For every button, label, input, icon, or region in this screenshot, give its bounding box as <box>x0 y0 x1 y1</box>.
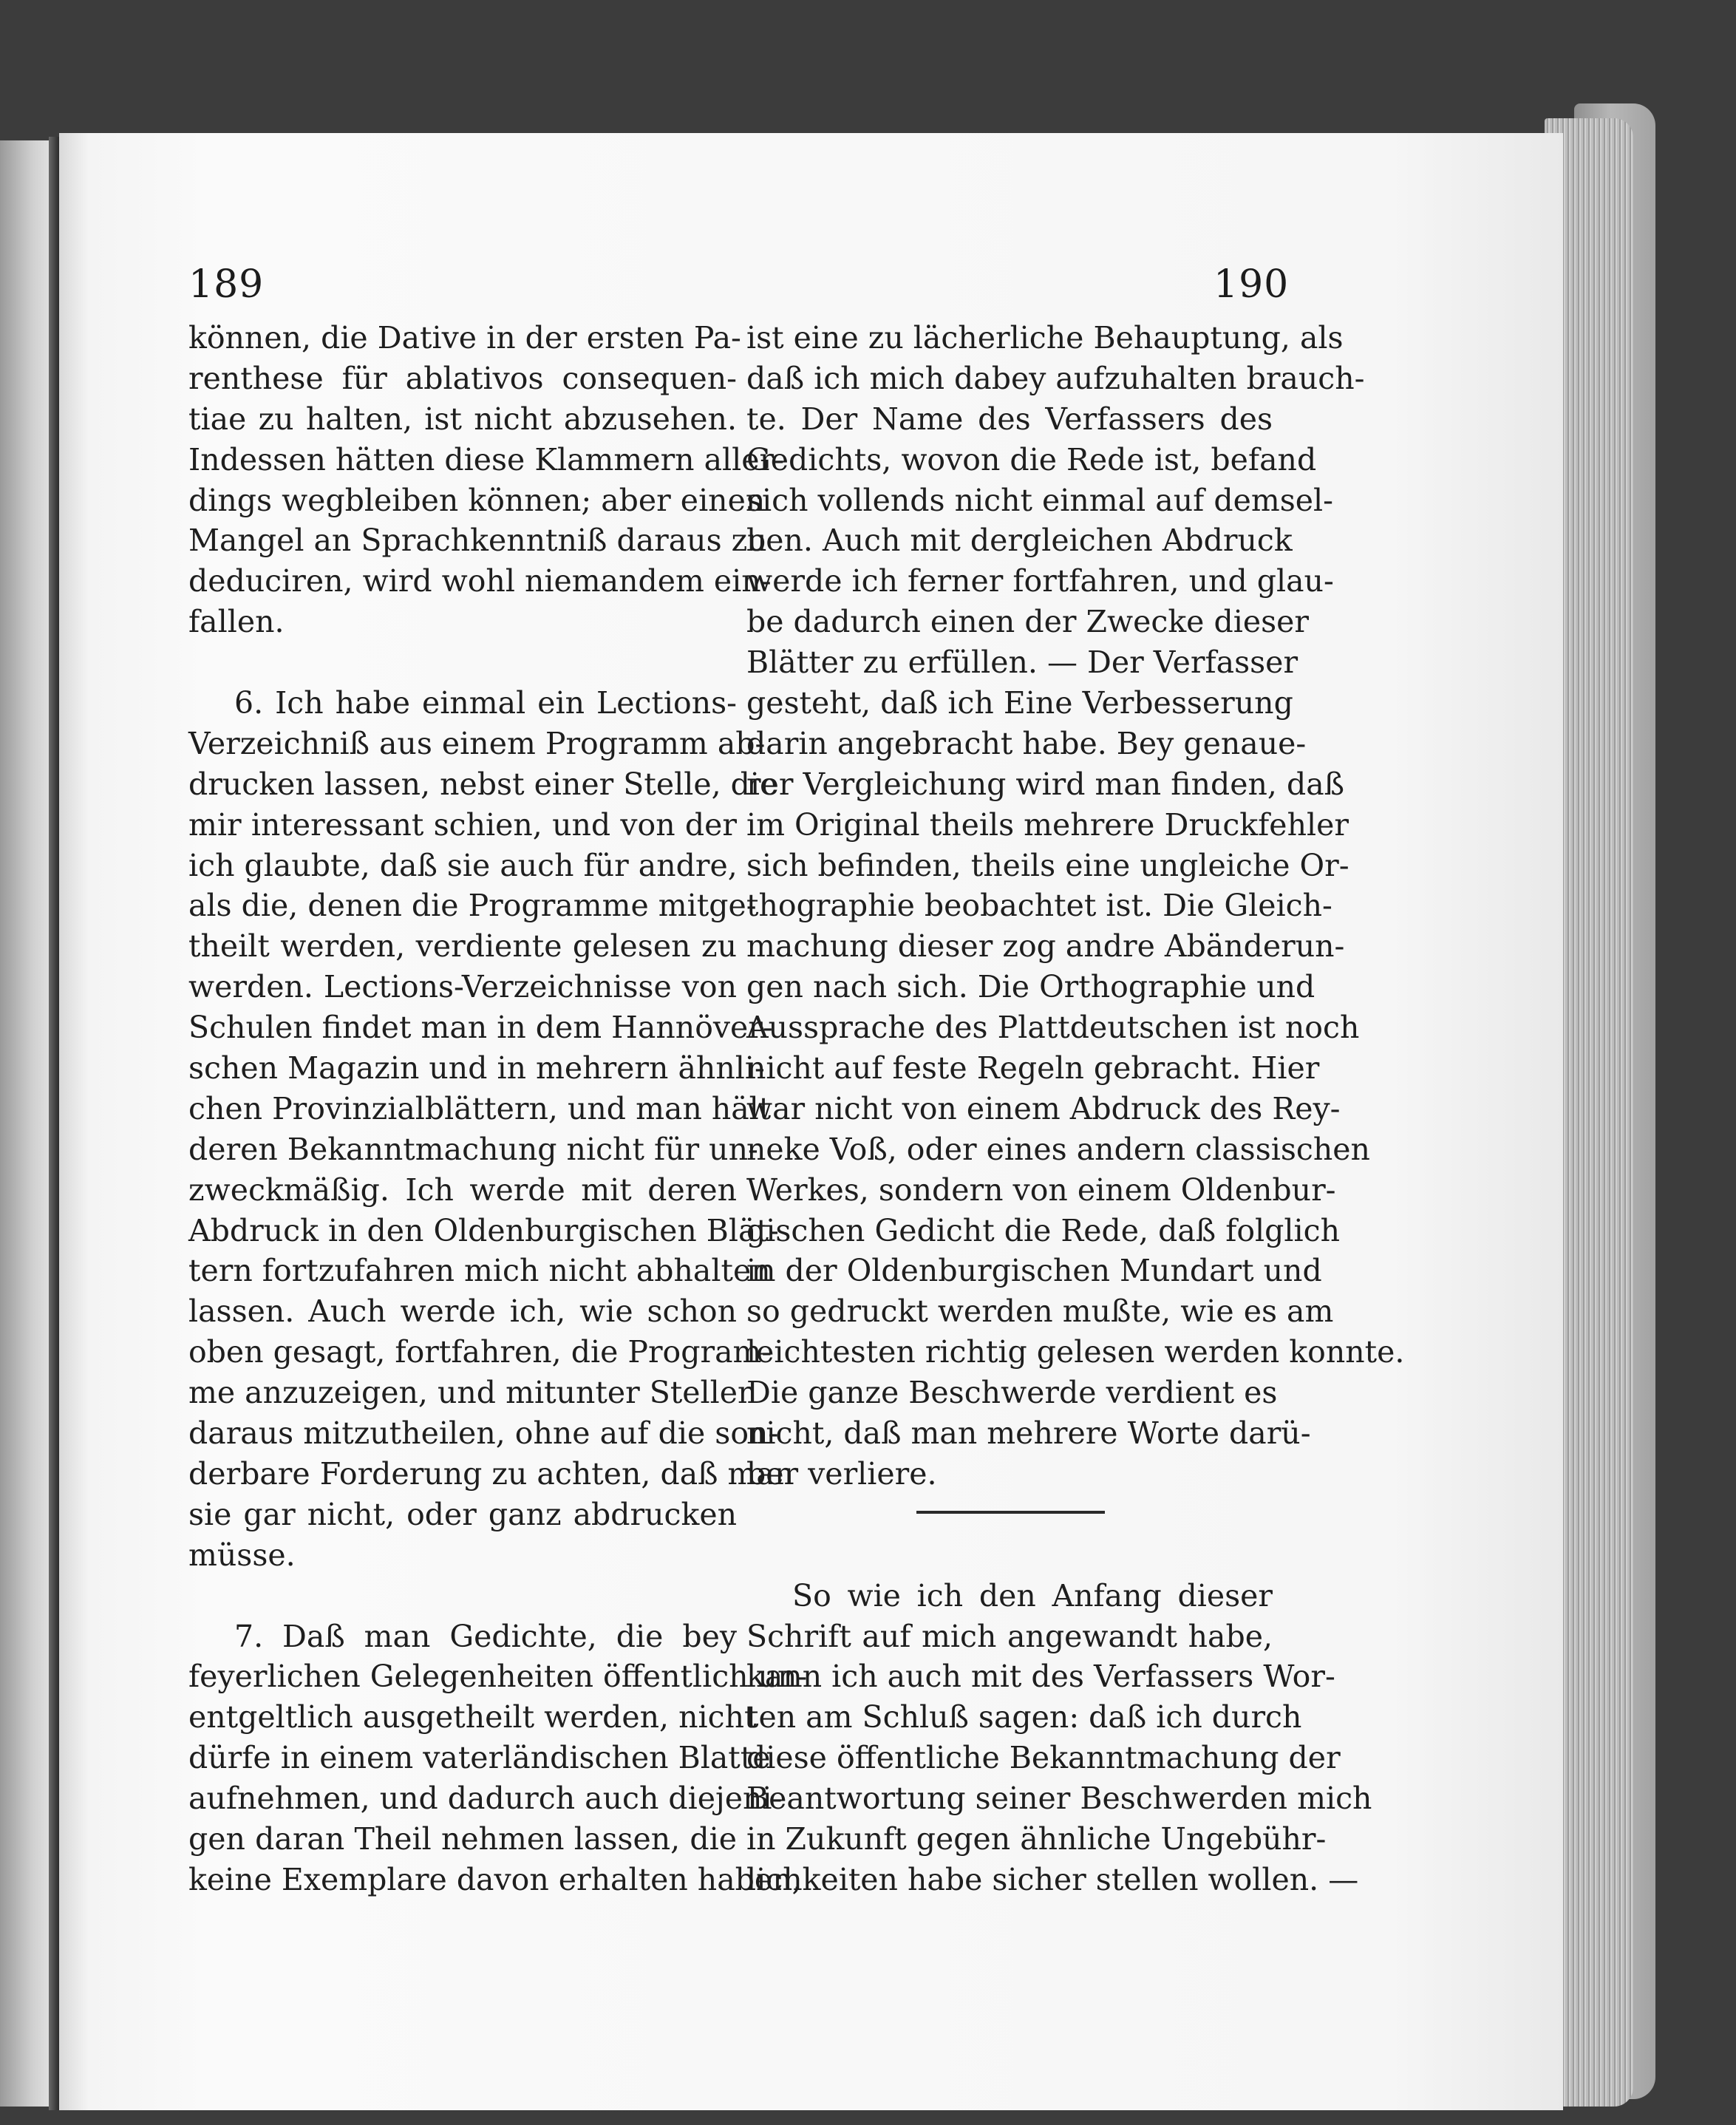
text-line: rer Vergleichung wird man finden, daß <box>746 766 1345 802</box>
text-line: diese öffentliche Bekanntmachung der <box>746 1740 1341 1776</box>
book-gutter <box>49 137 59 2110</box>
text-line: entgeltlich ausgetheilt werden, nicht <box>188 1699 757 1735</box>
text-line: machung dieser zog andre Abänderun- <box>746 928 1345 965</box>
text-line: Blätter zu erfüllen. — Der Verfasser <box>746 645 1298 681</box>
text-line: kann ich auch mit des Verfassers Wor- <box>746 1659 1335 1695</box>
text-line: in Zukunft gegen ähnliche Ungebühr- <box>746 1820 1327 1857</box>
text-line: dürfe in einem vaterländischen Blatte <box>188 1740 771 1776</box>
text-line: tiae zu halten, ist nicht abzusehen. <box>188 401 737 437</box>
paragraph-gap <box>188 1576 737 1616</box>
text-line: als die, denen die Programme mitge- <box>188 888 757 924</box>
text-line: gen nach sich. Die Orthographie und <box>746 969 1315 1005</box>
text-line: darin angebracht habe. Bey genaue- <box>746 725 1307 761</box>
text-line: feyerlichen Gelegenheiten öffentlich un- <box>188 1659 808 1695</box>
text-line: gen daran Theil nehmen lassen, die <box>188 1820 737 1857</box>
text-line: ber verliere. <box>746 1455 937 1492</box>
text-line: werde ich ferner fortfahren, und glau- <box>746 563 1334 599</box>
text-line: ich glaubte, daß sie auch für andre, <box>188 847 738 883</box>
text-line: ten am Schluß sagen: daß ich durch <box>746 1699 1302 1735</box>
text-line: Abdruck in den Oldenburgischen Blät- <box>188 1212 779 1248</box>
text-line: ist eine zu lächerliche Behauptung, als <box>746 320 1344 356</box>
text-line: daraus mitzutheilen, ohne auf die son- <box>188 1415 779 1452</box>
paragraph-gap <box>188 642 737 683</box>
text-line: oben gesagt, fortfahren, die Program- <box>188 1334 772 1370</box>
text-line: Schulen findet man in dem Hannöver- <box>188 1010 773 1046</box>
text-line: Gedichts, wovon die Rede ist, befand <box>746 441 1317 477</box>
text-line: nicht, daß man mehrere Worte darü- <box>746 1415 1311 1452</box>
text-line: neke Voß, oder eines andern classischen <box>746 1131 1370 1167</box>
text-line: gesteht, daß ich Eine Verbesserung <box>746 685 1293 721</box>
text-line: dings wegbleiben können; aber einen <box>188 482 766 518</box>
text-line: lassen. Auch werde ich, wie schon <box>188 1293 737 1330</box>
text-column-right <box>746 318 1405 1900</box>
text-line: Werkes, sondern von einem Oldenbur- <box>746 1172 1336 1208</box>
text-line: Indessen hätten diese Klammern aller- <box>188 441 784 477</box>
text-line: Mangel an Sprachkenntniß daraus zu <box>188 523 767 559</box>
text-line: 7. Daß man Gedichte, die bey <box>234 1618 737 1654</box>
text-line: Schrift auf mich angewandt habe, <box>746 1618 1273 1654</box>
text-line: Aussprache des Plattdeutschen ist noch <box>746 1010 1360 1046</box>
text-line: lichkeiten habe sicher stellen wollen. — <box>746 1861 1359 1897</box>
text-line: deduciren, wird wohl niemandem ein- <box>188 563 772 599</box>
text-line: müsse. <box>188 1537 296 1573</box>
text-line: sich befinden, theils eine ungleiche Or- <box>746 847 1349 883</box>
text-line: So wie ich den Anfang dieser <box>792 1577 1273 1614</box>
text-line: nicht auf feste Regeln gebracht. Hier <box>746 1050 1320 1087</box>
text-line: renthese für ablativos consequen- <box>188 360 737 396</box>
text-column-left <box>188 318 808 1900</box>
paragraph-gap <box>746 1535 1273 1576</box>
page-number-left: 189 <box>188 262 265 307</box>
text-line: tern fortzufahren mich nicht abhalten <box>188 1253 771 1289</box>
text-line: so gedruckt werden mußte, wie es am <box>746 1293 1334 1330</box>
text-line: Die ganze Beschwerde verdient es <box>746 1375 1278 1411</box>
text-line: zweckmäßig. Ich werde mit deren <box>188 1172 737 1208</box>
text-line: Verzeichniß aus einem Programm ab- <box>188 725 766 761</box>
text-line: deren Bekanntmachung nicht für un- <box>188 1131 758 1167</box>
text-line: fallen. <box>188 604 285 640</box>
text-line: Beantwortung seiner Beschwerden mich <box>746 1781 1372 1817</box>
page-number-right: 190 <box>1214 262 1290 307</box>
section-divider <box>746 1495 1273 1535</box>
text-line: theilt werden, verdiente gelesen zu <box>188 928 737 965</box>
text-line: können, die Dative in der ersten Pa- <box>188 320 741 356</box>
text-line: in der Oldenburgischen Mundart und <box>746 1253 1322 1289</box>
text-line: mir interessant schien, und von der <box>188 806 737 843</box>
divider-rule <box>916 1511 1105 1514</box>
text-line: werden. Lections-Verzeichnisse von <box>188 969 737 1005</box>
text-line: aufnehmen, und dadurch auch diejeni- <box>188 1781 783 1817</box>
text-line: derbare Forderung zu achten, daß man <box>188 1455 794 1492</box>
text-line: ben. Auch mit dergleichen Abdruck <box>746 523 1293 559</box>
text-line: thographie beobachtet ist. Die Gleich- <box>746 888 1332 924</box>
text-line: me anzuzeigen, und mitunter Stellen <box>188 1375 758 1411</box>
text-line: sie gar nicht, oder ganz abdrucken <box>188 1496 737 1532</box>
text-line: im Original theils mehrere Druckfehler <box>746 806 1349 843</box>
text-line: te. Der Name des Verfassers des <box>746 401 1273 437</box>
text-line: keine Exemplare davon erhalten haben, <box>188 1861 802 1897</box>
text-line: chen Provinzialblättern, und man hält <box>188 1090 772 1126</box>
text-line: sich vollends nicht einmal auf demsel- <box>746 482 1333 518</box>
text-line: drucken lassen, nebst einer Stelle, die <box>188 766 778 802</box>
text-line: be dadurch einen der Zwecke dieser <box>746 604 1309 640</box>
text-line: war nicht von einem Abdruck des Rey- <box>746 1090 1341 1126</box>
facing-page-edge <box>0 140 53 2107</box>
text-line: gischen Gedicht die Rede, daß folglich <box>746 1212 1341 1248</box>
text-line: daß ich mich dabey aufzuhalten brauch- <box>746 360 1365 396</box>
text-line: 6. Ich habe einmal ein Lections- <box>234 685 737 721</box>
text-line: schen Magazin und in mehrern ähnli- <box>188 1050 765 1087</box>
text-line: leichtesten richtig gelesen werden konnte. <box>746 1334 1405 1370</box>
